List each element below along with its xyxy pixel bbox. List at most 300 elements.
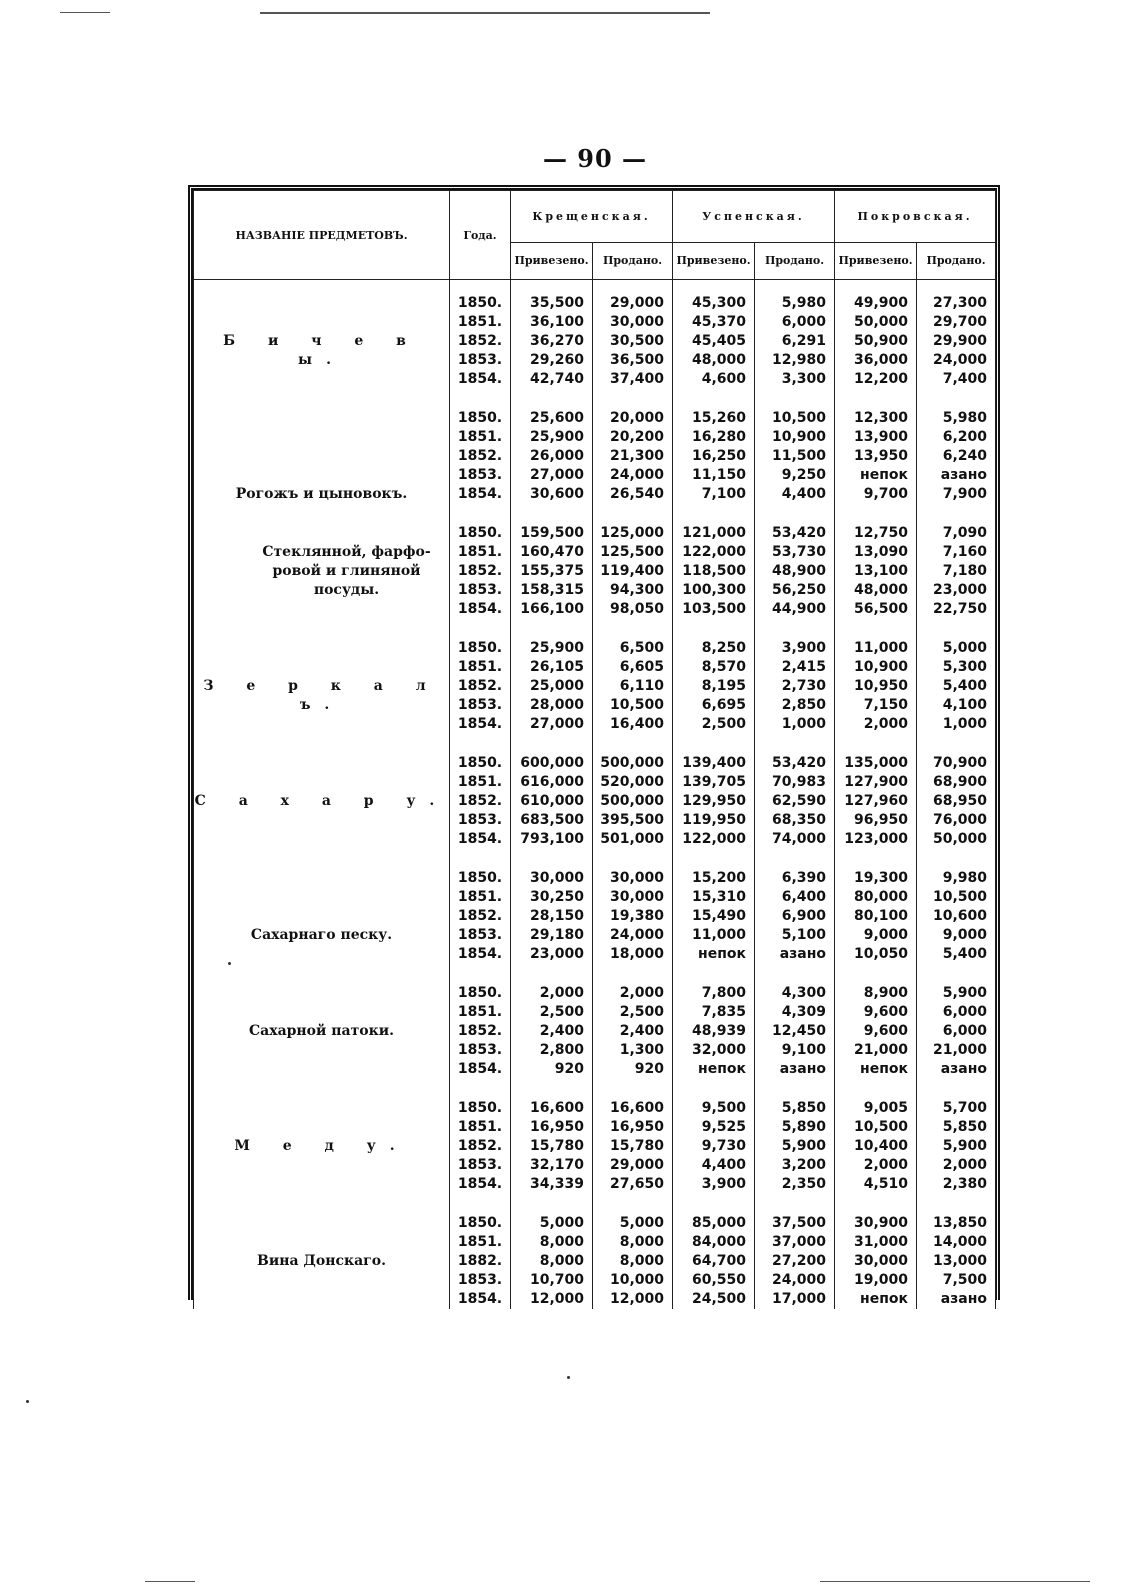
uspenskaya-imported-column: [673, 869, 755, 964]
value-cell: 53,420: [771, 755, 827, 771]
item-name: Вина Донскаго.: [257, 1253, 386, 1269]
pokrovskaya-imported-column: [835, 639, 917, 734]
value-cell: 11,150: [691, 467, 746, 483]
value-cell: 30,900: [853, 1215, 909, 1231]
spacer-cell: [673, 389, 755, 409]
group-spacer: [194, 280, 996, 295]
kreshchenskaya-sold-column: [593, 524, 673, 619]
item-name: Стеклянной, фарфо-ровой и глиняной посуды.: [262, 544, 431, 598]
year-value: 1851.: [457, 544, 503, 560]
uspenskaya-imported-column: [673, 1099, 755, 1194]
value-cell: 7,180: [942, 563, 988, 579]
value-cell: 8,900: [863, 985, 909, 1001]
spacer-cell: [450, 1079, 511, 1099]
value-cell: 27,200: [771, 1253, 827, 1269]
value-cell: 12,000: [529, 1291, 584, 1307]
year-value: 1850.: [457, 525, 503, 541]
spacer-cell: [511, 389, 593, 409]
value-cell: 4,510: [863, 1176, 909, 1192]
item-name: Сахарной патоки.: [249, 1023, 394, 1039]
value-cell: 616,000: [520, 774, 584, 790]
value-cell: 24,000: [609, 927, 664, 943]
year-column: [450, 524, 511, 619]
value-cell: 26,105: [529, 659, 584, 675]
value-cell: 30,000: [609, 314, 664, 330]
year-column: [450, 294, 511, 389]
item-group-row: [194, 639, 996, 734]
pokrovskaya-sold-column: [917, 869, 996, 964]
header-sold: Продано.: [593, 242, 673, 279]
pokrovskaya-sold-column: [917, 984, 996, 1079]
value-cell: 5,900: [781, 1138, 827, 1154]
value-cell: 5,850: [781, 1100, 827, 1116]
group-spacer: [194, 849, 996, 869]
value-cell: 30,500: [609, 333, 664, 349]
value-cell: 13,850: [933, 1215, 988, 1231]
value-cell: 118,500: [682, 563, 746, 579]
value-cell: 8,000: [619, 1253, 664, 1269]
year-value: 1851.: [457, 889, 503, 905]
value-cell: 10,050: [853, 946, 909, 962]
spacer-cell: [755, 1194, 835, 1214]
value-cell: 36,000: [853, 352, 909, 368]
pokrovskaya-imported-column: [835, 1099, 917, 1194]
value-cell: 30,000: [529, 870, 584, 886]
value-cell: 600,000: [520, 755, 584, 771]
value-cell: 2,400: [539, 1023, 584, 1039]
spacer-cell: [835, 964, 917, 984]
spacer-cell: [755, 504, 835, 524]
year-value: 1853.: [457, 352, 503, 368]
value-cell: 48,000: [853, 582, 909, 598]
value-cell: 9,700: [863, 486, 909, 502]
value-cell: 10,500: [933, 889, 988, 905]
value-cell: 20,200: [609, 429, 664, 445]
year-value: 1854.: [457, 486, 503, 502]
kreshchenskaya-imported-column: [511, 984, 593, 1079]
value-cell: азано: [940, 467, 988, 483]
value-cell: 2,850: [781, 697, 827, 713]
value-cell: 80,000: [853, 889, 909, 905]
year-value: 1850.: [457, 295, 503, 311]
value-cell: 27,000: [529, 716, 584, 732]
value-cell: 17,000: [771, 1291, 827, 1307]
value-cell: 70,900: [933, 755, 988, 771]
kreshchenskaya-sold-column: [593, 1214, 673, 1309]
value-cell: 2,800: [539, 1042, 584, 1058]
year-value: 1852.: [457, 678, 503, 694]
year-column: [450, 409, 511, 504]
year-column: [450, 1214, 511, 1309]
value-cell: 45,300: [691, 295, 746, 311]
value-cell: 29,180: [529, 927, 584, 943]
spacer-cell: [835, 734, 917, 754]
value-cell: 36,270: [529, 333, 584, 349]
spacer-cell: [593, 619, 673, 639]
scan-artifact-bottom: [145, 1581, 195, 1582]
value-cell: 50,000: [933, 831, 988, 847]
value-cell: 24,000: [609, 467, 664, 483]
value-cell: 68,950: [933, 793, 988, 809]
value-cell: 84,000: [691, 1234, 746, 1250]
value-cell: 5,980: [781, 295, 827, 311]
value-cell: 12,300: [853, 410, 909, 426]
pokrovskaya-imported-column: [835, 984, 917, 1079]
value-cell: 20,000: [609, 410, 664, 426]
spacer-cell: [511, 1079, 593, 1099]
value-cell: 26,540: [609, 486, 664, 502]
item-group-row: [194, 754, 996, 849]
value-cell: 9,005: [863, 1100, 909, 1116]
value-cell: 48,000: [691, 352, 746, 368]
spacer-cell: [593, 280, 673, 295]
value-cell: 520,000: [600, 774, 664, 790]
value-cell: 21,000: [853, 1042, 909, 1058]
year-value: 1853.: [457, 812, 503, 828]
value-cell: 49,900: [853, 295, 909, 311]
kreshchenskaya-sold-column: [593, 984, 673, 1079]
value-cell: 1,000: [942, 716, 988, 732]
header-sold: Продано.: [755, 242, 835, 279]
value-cell: 2,500: [539, 1004, 584, 1020]
group-spacer: [194, 619, 996, 639]
value-cell: 2,000: [942, 1157, 988, 1173]
item-name-cell: [194, 409, 450, 504]
pokrovskaya-sold-column: [917, 639, 996, 734]
value-cell: 80,100: [853, 908, 909, 924]
spacer-cell: [835, 1194, 917, 1214]
value-cell: 29,000: [609, 295, 664, 311]
value-cell: 37,400: [609, 371, 664, 387]
value-cell: 9,500: [701, 1100, 746, 1116]
value-cell: 16,250: [691, 448, 746, 464]
item-name-cell: [194, 869, 450, 964]
pokrovskaya-sold-column: [917, 409, 996, 504]
spacer-cell: [593, 1194, 673, 1214]
spacer-cell: [194, 280, 450, 295]
item-group-row: [194, 409, 996, 504]
kreshchenskaya-sold-column: [593, 409, 673, 504]
uspenskaya-imported-column: [673, 524, 755, 619]
uspenskaya-sold-column: [755, 524, 835, 619]
pokrovskaya-sold-column: [917, 294, 996, 389]
value-cell: 10,500: [609, 697, 664, 713]
year-value: 1852.: [457, 1138, 503, 1154]
value-cell: 70,983: [771, 774, 827, 790]
value-cell: непок: [860, 1291, 909, 1307]
spacer-cell: [450, 280, 511, 295]
value-cell: 501,000: [600, 831, 664, 847]
value-cell: 7,800: [701, 985, 746, 1001]
spacer-cell: [673, 280, 755, 295]
value-cell: 9,600: [863, 1023, 909, 1039]
value-cell: 5,850: [942, 1119, 988, 1135]
value-cell: 12,750: [853, 525, 909, 541]
year-column: [450, 754, 511, 849]
value-cell: 21,000: [933, 1042, 988, 1058]
group-spacer: [194, 1079, 996, 1099]
header-fair-uspenskaya: Успенская.: [673, 191, 835, 243]
value-cell: 139,400: [682, 755, 746, 771]
value-cell: 121,000: [682, 525, 746, 541]
kreshchenskaya-imported-column: [511, 639, 593, 734]
value-cell: 920: [634, 1061, 664, 1077]
item-name-cell: [194, 294, 450, 389]
year-value: 1850.: [457, 640, 503, 656]
value-cell: 129,950: [682, 793, 746, 809]
pokrovskaya-sold-column: [917, 1214, 996, 1309]
value-cell: 96,950: [853, 812, 909, 828]
uspenskaya-sold-column: [755, 409, 835, 504]
pokrovskaya-imported-column: [835, 754, 917, 849]
value-cell: 14,000: [933, 1234, 988, 1250]
value-cell: 13,950: [853, 448, 909, 464]
year-value: 1851.: [457, 774, 503, 790]
value-cell: 64,700: [691, 1253, 746, 1269]
year-value: 1851.: [457, 659, 503, 675]
year-value: 1850.: [457, 1100, 503, 1116]
uspenskaya-sold-column: [755, 984, 835, 1079]
value-cell: 26,000: [529, 448, 584, 464]
spacer-cell: [755, 619, 835, 639]
year-value: 1852.: [457, 793, 503, 809]
value-cell: 10,950: [853, 678, 909, 694]
kreshchenskaya-sold-column: [593, 294, 673, 389]
item-name: З е р к а л ъ.: [203, 678, 440, 713]
value-cell: 6,400: [781, 889, 827, 905]
spacer-cell: [755, 849, 835, 869]
value-cell: 6,110: [619, 678, 664, 694]
value-cell: 9,600: [863, 1004, 909, 1020]
header-imported: Привезено.: [673, 242, 755, 279]
value-cell: 29,000: [609, 1157, 664, 1173]
value-cell: 25,900: [529, 429, 584, 445]
value-cell: 11,000: [853, 640, 909, 656]
year-value: 1851.: [457, 314, 503, 330]
value-cell: 29,260: [529, 352, 584, 368]
value-cell: 1,300: [619, 1042, 664, 1058]
value-cell: азано: [940, 1061, 988, 1077]
spacer-cell: [194, 734, 450, 754]
spacer-cell: [673, 849, 755, 869]
year-value: 1852.: [457, 333, 503, 349]
value-cell: 23,000: [933, 582, 988, 598]
pokrovskaya-imported-column: [835, 524, 917, 619]
spacer-cell: [450, 964, 511, 984]
group-spacer: [194, 389, 996, 409]
value-cell: 30,000: [853, 1253, 909, 1269]
pokrovskaya-sold-column: [917, 1099, 996, 1194]
kreshchenskaya-imported-column: [511, 1099, 593, 1194]
spacer-cell: [450, 734, 511, 754]
kreshchenskaya-sold-column: [593, 869, 673, 964]
value-cell: непок: [860, 467, 909, 483]
value-cell: 94,300: [609, 582, 664, 598]
value-cell: 37,500: [771, 1215, 827, 1231]
uspenskaya-imported-column: [673, 984, 755, 1079]
year-value: 1853.: [457, 582, 503, 598]
spacer-cell: [835, 849, 917, 869]
value-cell: 4,309: [781, 1004, 827, 1020]
group-spacer: [194, 964, 996, 984]
spacer-cell: [194, 1194, 450, 1214]
value-cell: 10,000: [609, 1272, 664, 1288]
item-group-row: [194, 524, 996, 619]
value-cell: 6,000: [942, 1023, 988, 1039]
value-cell: 5,400: [942, 678, 988, 694]
value-cell: 98,050: [609, 601, 664, 617]
header-item-name: НАЗВАНІЕ ПРЕДМЕТОВЪ.: [194, 191, 450, 280]
value-cell: 16,950: [609, 1119, 664, 1135]
spacer-cell: [755, 1079, 835, 1099]
value-cell: 6,605: [619, 659, 664, 675]
value-cell: 125,000: [600, 525, 664, 541]
value-cell: 683,500: [520, 812, 584, 828]
value-cell: 8,250: [701, 640, 746, 656]
spacer-cell: [673, 734, 755, 754]
value-cell: 10,500: [853, 1119, 909, 1135]
value-cell: 15,490: [691, 908, 746, 924]
item-name: Рогожъ и цыновокъ.: [235, 486, 408, 502]
value-cell: 9,730: [701, 1138, 746, 1154]
year-value: 1854.: [457, 1291, 503, 1307]
value-cell: 45,405: [691, 333, 746, 349]
value-cell: 5,900: [942, 1138, 988, 1154]
value-cell: 920: [554, 1061, 584, 1077]
year-value: 1854.: [457, 716, 503, 732]
pokrovskaya-imported-column: [835, 869, 917, 964]
value-cell: 2,500: [619, 1004, 664, 1020]
kreshchenskaya-imported-column: [511, 294, 593, 389]
spacer-cell: [450, 619, 511, 639]
value-cell: 9,525: [701, 1119, 746, 1135]
spacer-cell: [917, 504, 996, 524]
value-cell: 32,170: [529, 1157, 584, 1173]
spacer-cell: [835, 619, 917, 639]
value-cell: 9,000: [942, 927, 988, 943]
value-cell: 135,000: [844, 755, 909, 771]
year-column: [450, 1099, 511, 1194]
uspenskaya-sold-column: [755, 1099, 835, 1194]
value-cell: 8,000: [539, 1234, 584, 1250]
value-cell: 30,600: [529, 486, 584, 502]
year-value: 1854.: [457, 946, 503, 962]
item-group-row: [194, 1214, 996, 1309]
item-name-cell: [194, 984, 450, 1079]
value-cell: 15,780: [609, 1138, 664, 1154]
value-cell: 159,500: [520, 525, 584, 541]
value-cell: 10,900: [771, 429, 827, 445]
value-cell: 5,300: [942, 659, 988, 675]
year-value: 1853.: [457, 697, 503, 713]
spacer-cell: [194, 964, 450, 984]
year-value: 1850.: [457, 870, 503, 886]
value-cell: 10,500: [771, 410, 827, 426]
value-cell: 15,310: [691, 889, 746, 905]
value-cell: 30,000: [609, 889, 664, 905]
item-name: Б и ч е в ы.: [223, 333, 420, 368]
value-cell: 5,000: [942, 640, 988, 656]
spacer-cell: [450, 1194, 511, 1214]
year-value: 1853.: [457, 467, 503, 483]
value-cell: 15,260: [691, 410, 746, 426]
value-cell: 35,500: [529, 295, 584, 311]
year-value: 1853.: [457, 1272, 503, 1288]
value-cell: 27,000: [529, 467, 584, 483]
value-cell: 53,730: [771, 544, 827, 560]
value-cell: 4,600: [701, 371, 746, 387]
value-cell: 29,700: [933, 314, 988, 330]
value-cell: 6,000: [781, 314, 827, 330]
kreshchenskaya-sold-column: [593, 639, 673, 734]
value-cell: 36,100: [529, 314, 584, 330]
value-cell: 10,900: [853, 659, 909, 675]
value-cell: 2,380: [942, 1176, 988, 1192]
spacer-cell: [917, 964, 996, 984]
value-cell: 2,000: [863, 716, 909, 732]
value-cell: 5,890: [781, 1119, 827, 1135]
value-cell: 37,000: [771, 1234, 827, 1250]
spacer-cell: [450, 849, 511, 869]
year-value: 1852.: [457, 563, 503, 579]
spacer-cell: [194, 1079, 450, 1099]
value-cell: 7,090: [942, 525, 988, 541]
value-cell: 4,400: [781, 486, 827, 502]
spacer-cell: [835, 389, 917, 409]
value-cell: 6,900: [781, 908, 827, 924]
value-cell: 21,300: [609, 448, 664, 464]
value-cell: 42,740: [529, 371, 584, 387]
kreshchenskaya-imported-column: [511, 1214, 593, 1309]
year-column: [450, 984, 511, 1079]
spacer-cell: [511, 849, 593, 869]
value-cell: 2,730: [781, 678, 827, 694]
value-cell: 19,380: [609, 908, 664, 924]
value-cell: 119,950: [682, 812, 746, 828]
header-fair-pokrovskaya: Покровская.: [835, 191, 996, 243]
year-value: 1852.: [457, 1023, 503, 1039]
spacer-cell: [511, 280, 593, 295]
value-cell: 2,000: [539, 985, 584, 1001]
value-cell: 16,600: [609, 1100, 664, 1116]
item-group-row: [194, 1099, 996, 1194]
value-cell: 500,000: [600, 793, 664, 809]
value-cell: 19,000: [853, 1272, 909, 1288]
value-cell: 7,900: [942, 486, 988, 502]
group-spacer: [194, 734, 996, 754]
value-cell: 6,390: [781, 870, 827, 886]
scan-artifact-top: [260, 12, 710, 14]
uspenskaya-imported-column: [673, 639, 755, 734]
value-cell: 5,000: [539, 1215, 584, 1231]
value-cell: 25,000: [529, 678, 584, 694]
spacer-cell: [593, 734, 673, 754]
value-cell: 100,300: [682, 582, 746, 598]
value-cell: 5,980: [942, 410, 988, 426]
value-cell: 793,100: [520, 831, 584, 847]
value-cell: 3,900: [781, 640, 827, 656]
value-cell: 13,100: [853, 563, 909, 579]
value-cell: 16,600: [529, 1100, 584, 1116]
value-cell: 28,000: [529, 697, 584, 713]
spacer-cell: [593, 964, 673, 984]
year-value: 1850.: [457, 755, 503, 771]
year-value: 1850.: [457, 985, 503, 1001]
year-column: [450, 639, 511, 734]
value-cell: 9,000: [863, 927, 909, 943]
item-name-cell: [194, 1214, 450, 1309]
uspenskaya-sold-column: [755, 294, 835, 389]
